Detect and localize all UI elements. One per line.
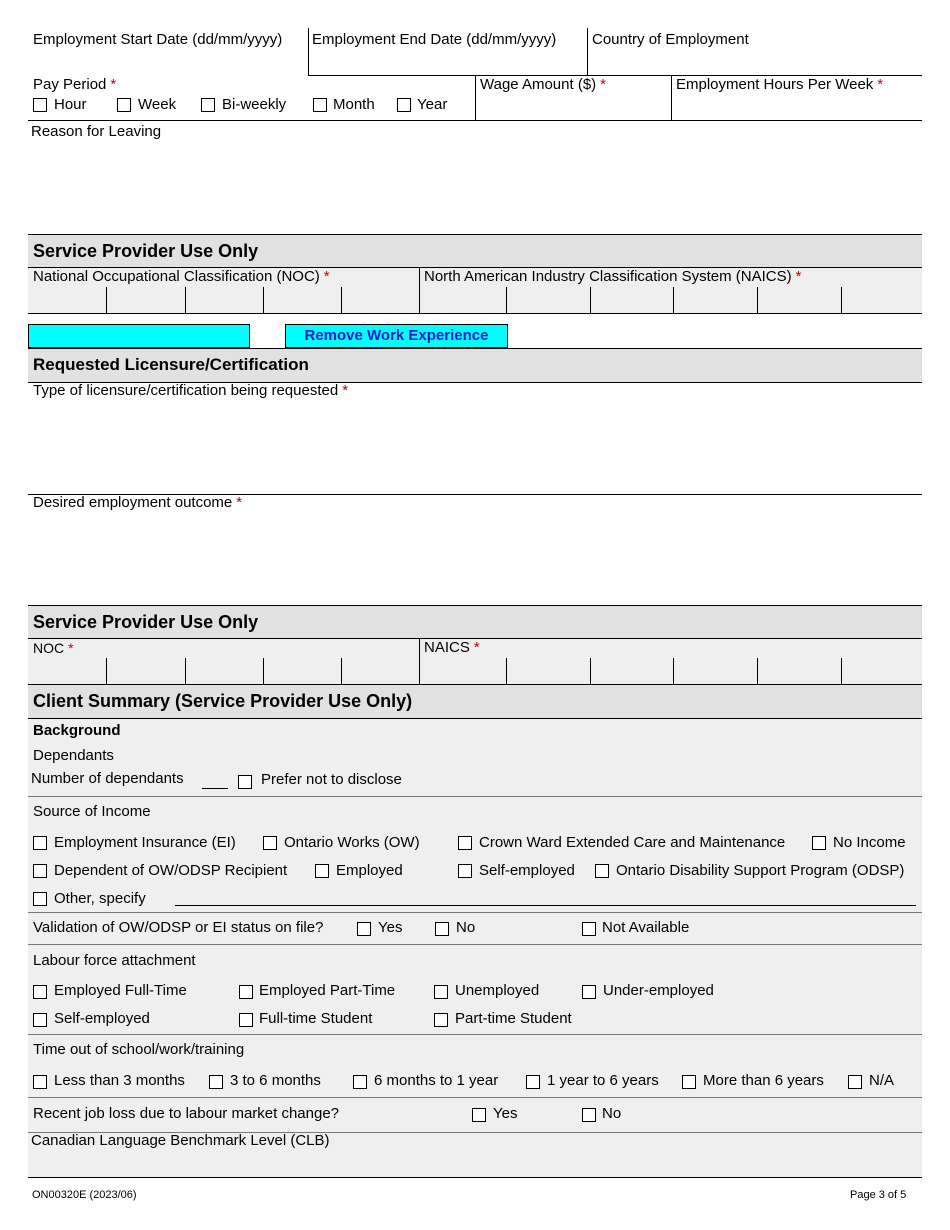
pay-month-label: Month bbox=[333, 96, 375, 113]
prefer-not-to-disclose-label: Prefer not to disclose bbox=[261, 771, 402, 788]
number-of-dependants-label: Number of dependants bbox=[31, 770, 184, 787]
clb-field[interactable] bbox=[28, 1150, 922, 1177]
income-other-label: Other, specify bbox=[54, 890, 146, 907]
naics-label: North American Industry Classification System (NAICS) * bbox=[424, 268, 802, 285]
income-odsp-label: Ontario Disability Support Program (ODSP) bbox=[616, 862, 905, 879]
naics-short-label: NAICS * bbox=[424, 639, 480, 656]
income-employed-checkbox[interactable] bbox=[315, 864, 329, 878]
labour-under-employed-checkbox[interactable] bbox=[582, 985, 596, 999]
divider bbox=[28, 120, 922, 121]
divider bbox=[671, 76, 672, 120]
time-3-6-months-label: 3 to 6 months bbox=[230, 1072, 321, 1089]
naics-digit-field[interactable] bbox=[420, 287, 506, 313]
time-6-months-1-year-checkbox[interactable] bbox=[353, 1075, 367, 1089]
job-loss-yes-label: Yes bbox=[493, 1105, 518, 1122]
labour-under-employed-label: Under-employed bbox=[603, 982, 714, 999]
labour-part-time-label: Employed Part-Time bbox=[259, 982, 396, 999]
labour-full-time-checkbox[interactable] bbox=[33, 985, 47, 999]
divider bbox=[28, 1097, 922, 1098]
labour-full-time-student-checkbox[interactable] bbox=[239, 1013, 253, 1027]
desired-outcome-field[interactable] bbox=[28, 513, 922, 605]
clb-label: Canadian Language Benchmark Level (CLB) bbox=[31, 1132, 330, 1149]
dependants-label: Dependants bbox=[33, 747, 114, 764]
naics-digit-field[interactable] bbox=[674, 658, 757, 684]
noc-label: National Occupational Classification (NOC) * bbox=[33, 268, 330, 285]
naics-digit-field[interactable] bbox=[591, 287, 673, 313]
background-label: Background bbox=[33, 722, 121, 739]
income-ow-checkbox[interactable] bbox=[263, 836, 277, 850]
income-other-input[interactable] bbox=[175, 905, 916, 906]
naics-digit-field[interactable] bbox=[591, 658, 673, 684]
reason-for-leaving-field[interactable] bbox=[28, 142, 922, 234]
prefer-not-to-disclose-checkbox[interactable] bbox=[238, 775, 252, 789]
licensure-type-label: Type of licensure/certification being requested * bbox=[33, 382, 349, 399]
labour-self-employed-label: Self-employed bbox=[54, 1010, 150, 1027]
income-dependent-checkbox[interactable] bbox=[33, 864, 47, 878]
employment-end-date-label: Employment End Date (dd/mm/yyyy) bbox=[312, 31, 557, 48]
validation-yes-checkbox[interactable] bbox=[357, 922, 371, 936]
validation-label: Validation of OW/ODSP or EI status on file? bbox=[33, 919, 324, 936]
divider bbox=[28, 1034, 922, 1035]
job-loss-no-checkbox[interactable] bbox=[582, 1108, 596, 1122]
job-loss-yes-checkbox[interactable] bbox=[472, 1108, 486, 1122]
time-na-checkbox[interactable] bbox=[848, 1075, 862, 1089]
income-self-employed-label: Self-employed bbox=[479, 862, 575, 879]
labour-part-time-student-label: Part-time Student bbox=[455, 1010, 572, 1027]
pay-hour-checkbox[interactable] bbox=[33, 98, 47, 112]
income-other-checkbox[interactable] bbox=[33, 892, 47, 906]
validation-yes-label: Yes bbox=[378, 919, 403, 936]
add-work-experience-button[interactable] bbox=[28, 324, 250, 348]
noc-short-label: NOC * bbox=[33, 640, 74, 656]
income-ei-label: Employment Insurance (EI) bbox=[54, 834, 236, 851]
time-more-6-years-label: More than 6 years bbox=[703, 1072, 824, 1089]
job-loss-label: Recent job loss due to labour market change? bbox=[33, 1105, 340, 1122]
time-na-label: N/A bbox=[869, 1072, 895, 1089]
validation-not-available-checkbox[interactable] bbox=[582, 922, 596, 936]
income-none-label: No Income bbox=[833, 834, 906, 851]
labour-unemployed-checkbox[interactable] bbox=[434, 985, 448, 999]
validation-no-label: No bbox=[456, 919, 476, 936]
licensure-heading: Requested Licensure/Certification bbox=[28, 348, 922, 383]
income-self-employed-checkbox[interactable] bbox=[458, 864, 472, 878]
divider bbox=[673, 287, 674, 313]
pay-biweekly-checkbox[interactable] bbox=[201, 98, 215, 112]
time-out-label: Time out of school/work/training bbox=[33, 1041, 245, 1058]
divider bbox=[757, 658, 758, 684]
naics-digit-field[interactable] bbox=[507, 658, 590, 684]
licensure-type-field[interactable] bbox=[28, 401, 922, 494]
time-more-6-years-checkbox[interactable] bbox=[682, 1075, 696, 1089]
divider bbox=[841, 287, 842, 313]
divider bbox=[28, 1177, 922, 1178]
country-of-employment-label: Country of Employment bbox=[592, 31, 749, 48]
noc-digit-field[interactable] bbox=[28, 658, 106, 684]
divider bbox=[28, 912, 922, 913]
time-less-3-months-label: Less than 3 months bbox=[54, 1072, 185, 1089]
time-1-6-years-checkbox[interactable] bbox=[526, 1075, 540, 1089]
time-6-months-1-year-label: 6 months to 1 year bbox=[374, 1072, 499, 1089]
naics-digit-field[interactable] bbox=[842, 287, 922, 313]
income-ei-checkbox[interactable] bbox=[33, 836, 47, 850]
pay-hour-label: Hour bbox=[54, 96, 87, 113]
income-employed-label: Employed bbox=[336, 862, 403, 879]
divider bbox=[587, 28, 588, 76]
divider bbox=[106, 287, 107, 313]
income-crown-ward-label: Crown Ward Extended Care and Maintenance bbox=[479, 834, 786, 851]
divider bbox=[506, 287, 507, 313]
divider bbox=[28, 313, 922, 314]
naics-digit-field[interactable] bbox=[507, 287, 590, 313]
divider bbox=[341, 287, 342, 313]
income-ow-label: Ontario Works (OW) bbox=[284, 834, 420, 851]
divider bbox=[28, 944, 922, 945]
reason-for-leaving-label: Reason for Leaving bbox=[31, 123, 162, 140]
divider bbox=[263, 287, 264, 313]
labour-full-time-label: Employed Full-Time bbox=[54, 982, 187, 999]
noc-digit-field[interactable] bbox=[342, 658, 419, 684]
employment-start-date-label: Employment Start Date (dd/mm/yyyy) bbox=[33, 31, 283, 48]
divider bbox=[506, 658, 507, 684]
naics-digit-field[interactable] bbox=[420, 658, 506, 684]
noc-digit-field[interactable] bbox=[186, 287, 263, 313]
wage-amount-label: Wage Amount ($) * bbox=[480, 76, 607, 93]
divider bbox=[475, 76, 476, 120]
pay-period-label: Pay Period * bbox=[33, 76, 117, 93]
noc-digit-field[interactable] bbox=[28, 287, 106, 313]
divider bbox=[841, 658, 842, 684]
noc-digit-field[interactable] bbox=[264, 658, 341, 684]
divider bbox=[590, 658, 591, 684]
noc-digit-field[interactable] bbox=[107, 658, 185, 684]
labour-unemployed-label: Unemployed bbox=[455, 982, 540, 999]
divider bbox=[185, 658, 186, 684]
labour-self-employed-checkbox[interactable] bbox=[33, 1013, 47, 1027]
service-provider-heading: Service Provider Use Only bbox=[28, 234, 922, 268]
remove-work-experience-button[interactable]: Remove Work Experience bbox=[285, 324, 508, 348]
naics-digit-field[interactable] bbox=[758, 287, 841, 313]
divider bbox=[263, 658, 264, 684]
page-number: Page 3 of 5 bbox=[850, 1189, 907, 1201]
income-dependent-label: Dependent of OW/ODSP Recipient bbox=[54, 862, 288, 879]
service-provider-heading-2: Service Provider Use Only bbox=[28, 605, 922, 639]
form-code: ON00320E (2023/06) bbox=[32, 1189, 137, 1201]
income-none-checkbox[interactable] bbox=[812, 836, 826, 850]
noc-digit-field[interactable] bbox=[186, 658, 263, 684]
time-less-3-months-checkbox[interactable] bbox=[33, 1075, 47, 1089]
pay-month-checkbox[interactable] bbox=[313, 98, 327, 112]
pay-year-checkbox[interactable] bbox=[397, 98, 411, 112]
source-of-income-label: Source of Income bbox=[33, 803, 151, 820]
labour-full-time-student-label: Full-time Student bbox=[259, 1010, 373, 1027]
pay-week-label: Week bbox=[138, 96, 177, 113]
divider bbox=[757, 287, 758, 313]
desired-outcome-label: Desired employment outcome * bbox=[33, 494, 243, 511]
naics-digit-field[interactable] bbox=[674, 287, 757, 313]
naics-digit-field[interactable] bbox=[758, 658, 841, 684]
labour-force-label: Labour force attachment bbox=[33, 952, 196, 969]
divider bbox=[185, 287, 186, 313]
income-crown-ward-checkbox[interactable] bbox=[458, 836, 472, 850]
validation-not-available-label: Not Available bbox=[602, 919, 690, 936]
naics-digit-field[interactable] bbox=[842, 658, 922, 684]
job-loss-no-label: No bbox=[602, 1105, 622, 1122]
labour-part-time-student-checkbox[interactable] bbox=[434, 1013, 448, 1027]
time-3-6-months-checkbox[interactable] bbox=[209, 1075, 223, 1089]
divider bbox=[673, 658, 674, 684]
divider bbox=[106, 658, 107, 684]
pay-biweekly-label: Bi-weekly bbox=[222, 96, 287, 113]
client-summary-heading: Client Summary (Service Provider Use Only) bbox=[28, 684, 922, 719]
pay-year-label: Year bbox=[417, 96, 448, 113]
noc-digit-field[interactable] bbox=[264, 287, 341, 313]
labour-part-time-checkbox[interactable] bbox=[239, 985, 253, 999]
time-1-6-years-label: 1 year to 6 years bbox=[547, 1072, 659, 1089]
noc-digit-field[interactable] bbox=[107, 287, 185, 313]
validation-no-checkbox[interactable] bbox=[435, 922, 449, 936]
divider bbox=[28, 796, 922, 797]
noc-digit-field[interactable] bbox=[342, 287, 419, 313]
income-odsp-checkbox[interactable] bbox=[595, 864, 609, 878]
divider bbox=[308, 28, 309, 76]
hours-per-week-label: Employment Hours Per Week * bbox=[676, 76, 884, 93]
divider bbox=[590, 287, 591, 313]
divider bbox=[341, 658, 342, 684]
number-of-dependants-input[interactable] bbox=[202, 788, 228, 789]
pay-week-checkbox[interactable] bbox=[117, 98, 131, 112]
